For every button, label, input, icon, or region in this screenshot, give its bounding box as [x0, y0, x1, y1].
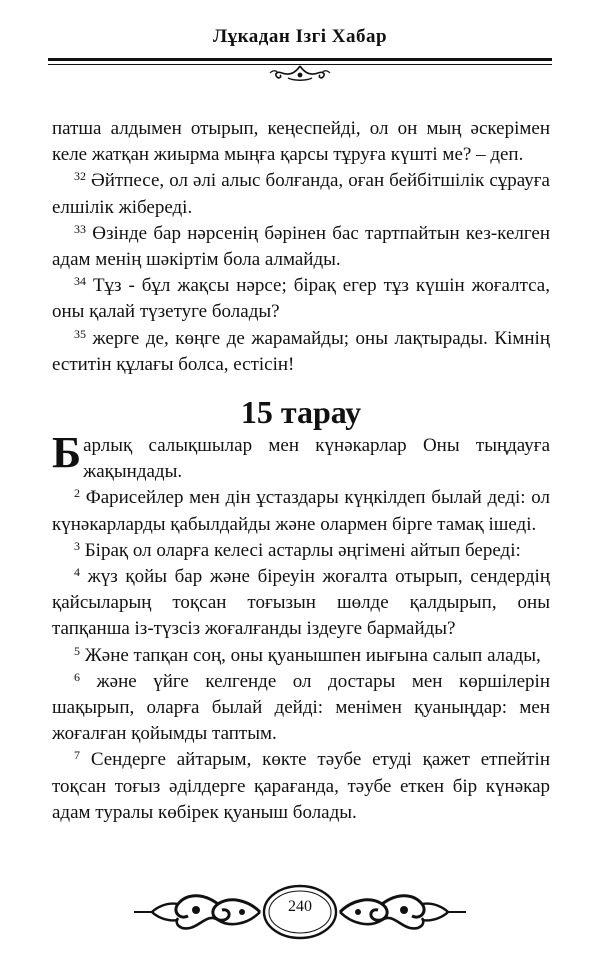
verse-number: 7	[74, 748, 80, 763]
paragraph-continued	[52, 116, 550, 168]
verse-paragraph	[52, 564, 550, 643]
verse-number: 35	[74, 326, 86, 341]
verse-text: Өзінде бар нәрсенің бәрінен бас тартпайтын кез-келген адам менің шәкіртім бола алмайды.	[52, 222, 550, 271]
page-body	[52, 116, 550, 826]
verse-paragraph	[52, 273, 550, 325]
verse-number: 3	[74, 538, 80, 553]
verse-text: және үйге келгенде ол достары мен көршілерін шақырып, оларға былай дейді: менімен қуаныңдар: мен жоғалған қойымды таптым.	[52, 670, 550, 745]
verse-paragraph	[52, 168, 550, 220]
verse-number: 6	[74, 669, 80, 684]
verse-paragraph	[52, 643, 550, 669]
drop-cap: Б	[52, 428, 82, 478]
header-ornament-icon	[268, 64, 332, 82]
verse-paragraph	[52, 538, 550, 564]
verse-paragraph	[52, 221, 550, 273]
verse-text: жүз қойы бар және біреуін жоғалта отырып, сендердің қайсыларың тоқсан тоғызын шөлде қалдырып, оны тапқанша із-түзсіз жоғалғанды іздеуге бармайды?	[52, 566, 550, 640]
paragraph-text: патша алдымен отырып, кеңеспейді, ол он мың әскерімен келе жатқан жиырма мыңға қарсы тұруға күшті ме? – деп.	[52, 118, 550, 166]
verse-text: Тұз - бұл жақсы нәрсе; бірақ егер тұз күшін жоғалтса, оны қалай түзетуге болады?	[52, 275, 550, 323]
verse-number: 4	[74, 565, 80, 580]
verse-text: Фарисейлер мен дін ұстаздары күңкілдеп былай деді: ол күнәкарларды қабылдайды және олармен бірге тамақ ішеді.	[52, 487, 550, 535]
verse-number: 5	[74, 643, 80, 658]
verse-paragraph	[52, 747, 550, 826]
verse-text: Және тапқан соң, оны қуанышпен иығына салып алады,	[80, 644, 541, 666]
verse-paragraph	[52, 485, 550, 537]
verse-text: жерге де, көңге де жарамайды; оны лақтырады. Кімнің еститін құлағы болса, естісін!	[52, 327, 550, 375]
header-rule-thick	[48, 58, 552, 61]
chapter-opening-text: арлық салықшылар мен күнәкарлар Оны тыңдауға жақындады.	[83, 435, 550, 483]
verse-text: Бірақ ол оларға келесі астарлы әңгімені айтып береді:	[80, 539, 521, 561]
chapter-heading: 15 тарау	[240, 394, 362, 431]
chapter-opening-paragraph	[52, 428, 550, 485]
verse-paragraph	[52, 326, 550, 378]
verse-text: Сендерге айтарым, көкте тәубе етуді қажет етпейтін тоқсан тоғыз әділдерге қарағанда, тәубе еткен бір күнәкар адам туралы көбірек қуаныш болады.	[52, 749, 550, 823]
page-number: 240	[288, 898, 312, 915]
verse-text: Әйтпесе, ол әлі алыс болғанда, оған бейбітшілік сұрауға елшілік жібереді.	[52, 170, 550, 218]
verse-number: 34	[74, 274, 86, 289]
verse-paragraph	[52, 669, 550, 748]
verse-number: 32	[74, 169, 86, 184]
verse-number: 33	[74, 221, 86, 236]
running-header-title: Лұкадан Ізгі Хабар	[212, 26, 388, 47]
verse-number: 2	[74, 486, 80, 501]
